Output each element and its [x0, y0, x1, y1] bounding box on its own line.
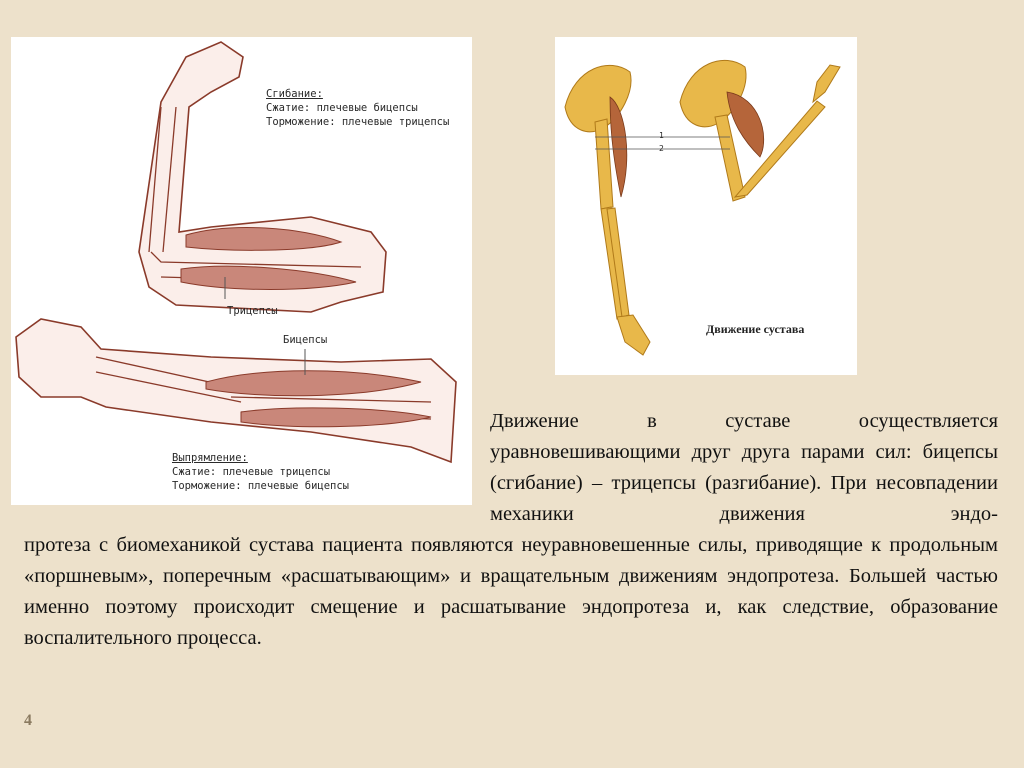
extension-inhibition-text: Торможение: плечевые бицепсы — [172, 480, 350, 492]
left-muscle-fibers — [610, 97, 627, 197]
flexion-inhibition-text: Торможение: плечевые трицепсы — [266, 116, 450, 128]
paragraph-1: Движение в суставе осуществляется уравновешивающими друг друга парами сил: бицепсы (сгибание) – трицепсы (разгибание). При несовпадении механики движения эндо- — [490, 410, 998, 525]
triceps-label: Трицепсы — [227, 305, 278, 317]
label-1: 1 — [659, 131, 664, 140]
joint-movement-caption: Движение сустава — [706, 322, 805, 336]
biceps-label: Бицепсы — [283, 334, 328, 346]
label-2: 2 — [659, 144, 664, 153]
right-hand — [813, 65, 840, 102]
extension-contraction-text: Сжатие: плечевые трицепсы — [172, 466, 331, 478]
extension-title: Выпрямление: — [172, 452, 248, 464]
paragraph-2: протеза с биомеханикой сустава пациента появляются неуравновешенные силы, приводящие к продольным «поршневым», поперечным «расшатывающим» и вращательным движениям эндопротеза. Большей частью именно поэтому происходит смещение и расшатывание эндопротеза и, как следствие, образование воспалительного процесса. — [24, 534, 998, 649]
flexion-title: Сгибание: — [266, 88, 323, 100]
flexion-contraction-text: Сжатие: плечевые бицепсы — [266, 102, 418, 114]
left-hand — [617, 315, 650, 355]
page-number: 4 — [24, 712, 32, 729]
left-humerus — [595, 119, 613, 209]
